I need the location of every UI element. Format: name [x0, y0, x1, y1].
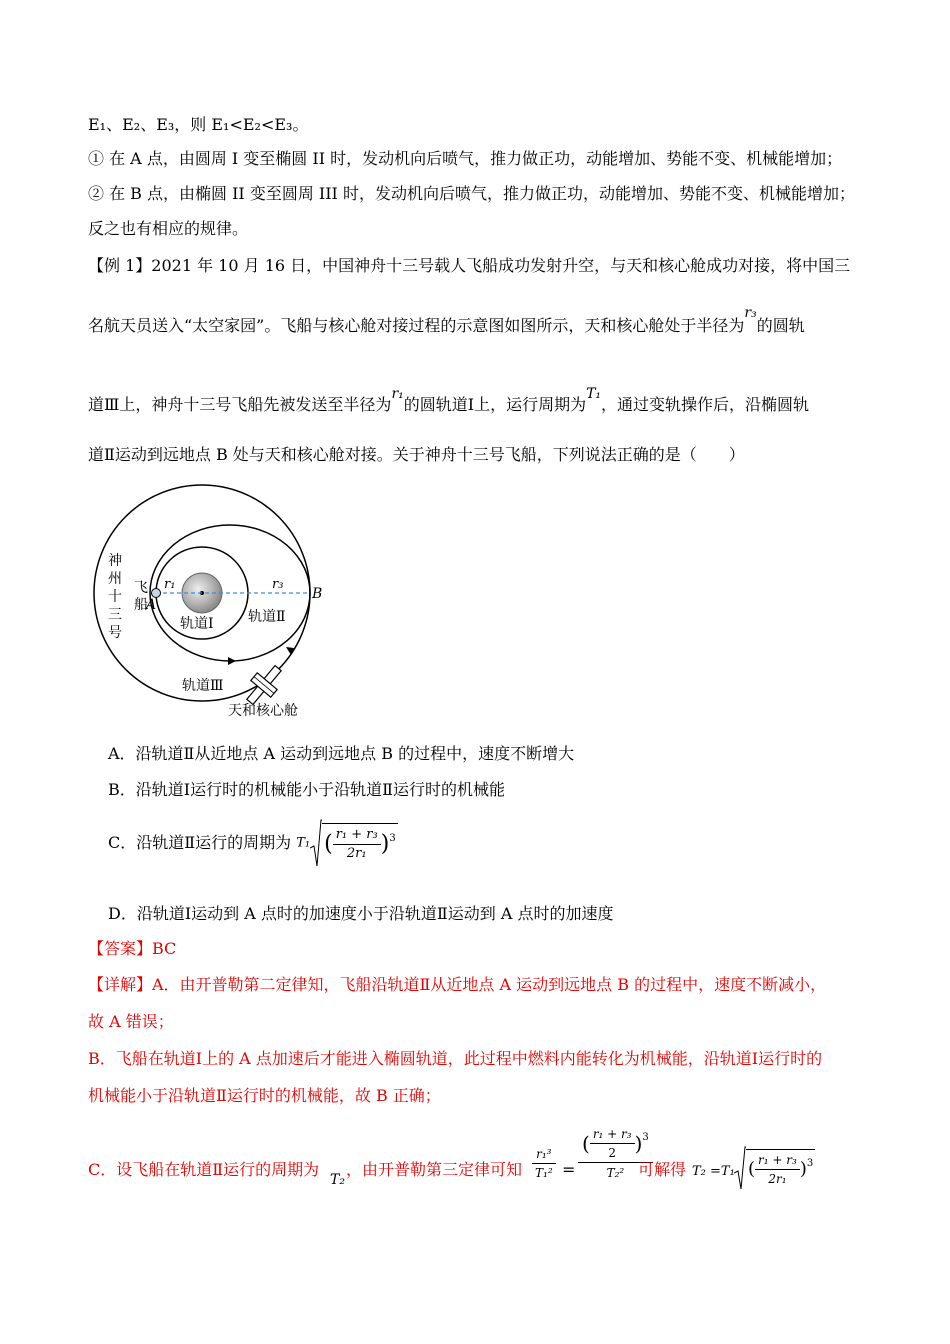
r1-label: r₁	[164, 577, 176, 592]
rule-a-point: ① 在 A 点，由圆周 I 变至椭圆 II 时，发动机向后喷气，推力做正功，动能增加、势能不变、机械能增加；	[88, 149, 843, 168]
station-label: 天和核心舱	[228, 703, 298, 719]
rule-reverse: 反之也有相应的规律。	[88, 219, 249, 238]
math-T1: T₁	[586, 386, 602, 402]
example-text-3c: ，通过变轨操作后，沿椭圆轨	[601, 395, 810, 414]
example-line-4: 道Ⅱ运动到远地点 B 处与天和核心舱对接。关于神舟十三号飞船，下列说法正确的是（ ）	[88, 445, 745, 464]
example-text-3b: 的圆轨道Ⅰ上，运行周期为	[403, 395, 587, 414]
svg-text:三: 三	[108, 607, 122, 623]
c-math-T2: T₂	[330, 1172, 345, 1188]
explanation-c-text-2: ，由开普勒第三定律可知	[346, 1160, 523, 1179]
explanation-b-line-2: 机械能小于沿轨道Ⅱ运行时的机械能，故 B 正确；	[88, 1086, 441, 1105]
explanation-a-line-2: 故 A 错误；	[88, 1012, 174, 1031]
formula-fraction: $\frac{\text{r₁ + r₃}}{\text{2r₁}}$	[333, 826, 381, 863]
example-line-1	[88, 255, 850, 277]
svg-text:船: 船	[134, 597, 148, 613]
energy-order-line: E₁、E₂、E₃，则 E₁<E₂<E₃。	[88, 115, 309, 134]
explanation-a-line-1: 【详解】A．由开普勒第二定律知，飞船沿轨道Ⅱ从近地点 A 运动到远地点 B 的过程中，速度不断减小，	[88, 975, 827, 994]
example-text-1: 2021 年 10 月 16 日，中国神舟十三号载人飞船成功发射升空，与天和核心舱成功对接，将中国三	[151, 256, 851, 275]
explanation-c-text-1: C．设飞船在轨道Ⅱ运行的周期为	[88, 1160, 320, 1179]
example-line-2	[88, 305, 805, 338]
option-c	[108, 818, 398, 868]
option-d: D．沿轨道Ⅰ运动到 A 点时的加速度小于沿轨道Ⅱ运动到 A 点时的加速度	[108, 904, 614, 923]
orbit-2-label: 轨道Ⅱ	[248, 609, 286, 625]
math-r3: r₃	[744, 305, 757, 321]
option-a: A．沿轨道Ⅱ从近地点 A 运动到远地点 B 的过程中，速度不断增大	[108, 744, 575, 763]
r3-label: r₃	[272, 577, 284, 592]
svg-text:号: 号	[108, 625, 122, 641]
svg-text:神: 神	[108, 553, 122, 569]
option-c-formula: T₁ ( $\frac{\text{r₁ + r₃}}{\text{2r₁}}$ )$^3$	[296, 818, 397, 868]
example-text-2a: 名航天员送入“太空家园”。飞船与核心舱对接过程的示意图如图所示，天和核心舱处于半径为	[88, 316, 745, 335]
result-lhs: T₂ =T₁	[692, 1164, 735, 1179]
example-text-2b: 的圆轨	[756, 316, 805, 335]
orbit-3-label: 轨道Ⅲ	[182, 678, 224, 694]
point-b-label: B	[312, 586, 323, 602]
kepler-lhs: $\frac{\text{r₁³}}{\text{T₁²}}$	[532, 1145, 556, 1182]
example-text-3a: 道Ⅲ上，神舟十三号飞船先被发送至半径为	[88, 395, 392, 414]
formula-T1: T₁	[296, 835, 311, 851]
answer-line: 【答案】BC	[88, 939, 177, 958]
example-tag: 【例 1】	[88, 256, 152, 275]
kepler-rhs: ( $\frac{\text{r₁ + r₃}}{2}$ )$^3$ T₂²	[578, 1125, 653, 1184]
math-r1: r₁	[391, 386, 404, 402]
option-c-text: C．沿轨道Ⅱ运行的周期为	[108, 833, 292, 852]
svg-text:飞: 飞	[134, 580, 148, 596]
orbit-diagram	[90, 478, 350, 728]
option-b: B．沿轨道Ⅰ运行时的机械能小于沿轨道Ⅱ运行时的机械能	[108, 780, 505, 799]
orbit-1-label: 轨道Ⅰ	[180, 616, 214, 632]
svg-text:十: 十	[108, 589, 122, 605]
explanation-b-line-1: B．飞船在轨道Ⅰ上的 A 点加速后才能进入椭圆轨道，此过程中燃料内能转化为机械能，沿轨道Ⅰ运行时的	[88, 1049, 823, 1068]
example-line-3	[88, 386, 810, 417]
result-radical: ( $\frac{\text{r₁ + r₃}}{\text{2r₁}}$ )$^3$	[734, 1145, 815, 1191]
orbit-2-arrow-icon	[228, 657, 236, 665]
rule-b-point: ② 在 B 点，由椭圆 II 变至圆周 III 时，发动机向后喷气，推力做正功，动能增加、势能不变、机械能增加；	[88, 184, 855, 203]
shenzhou-label	[108, 552, 122, 641]
svg-text:州: 州	[108, 571, 122, 587]
explanation-c-text-3: 可解得	[638, 1160, 687, 1179]
point-a-label: A	[146, 597, 157, 613]
kepler-equals: =	[562, 1160, 576, 1179]
